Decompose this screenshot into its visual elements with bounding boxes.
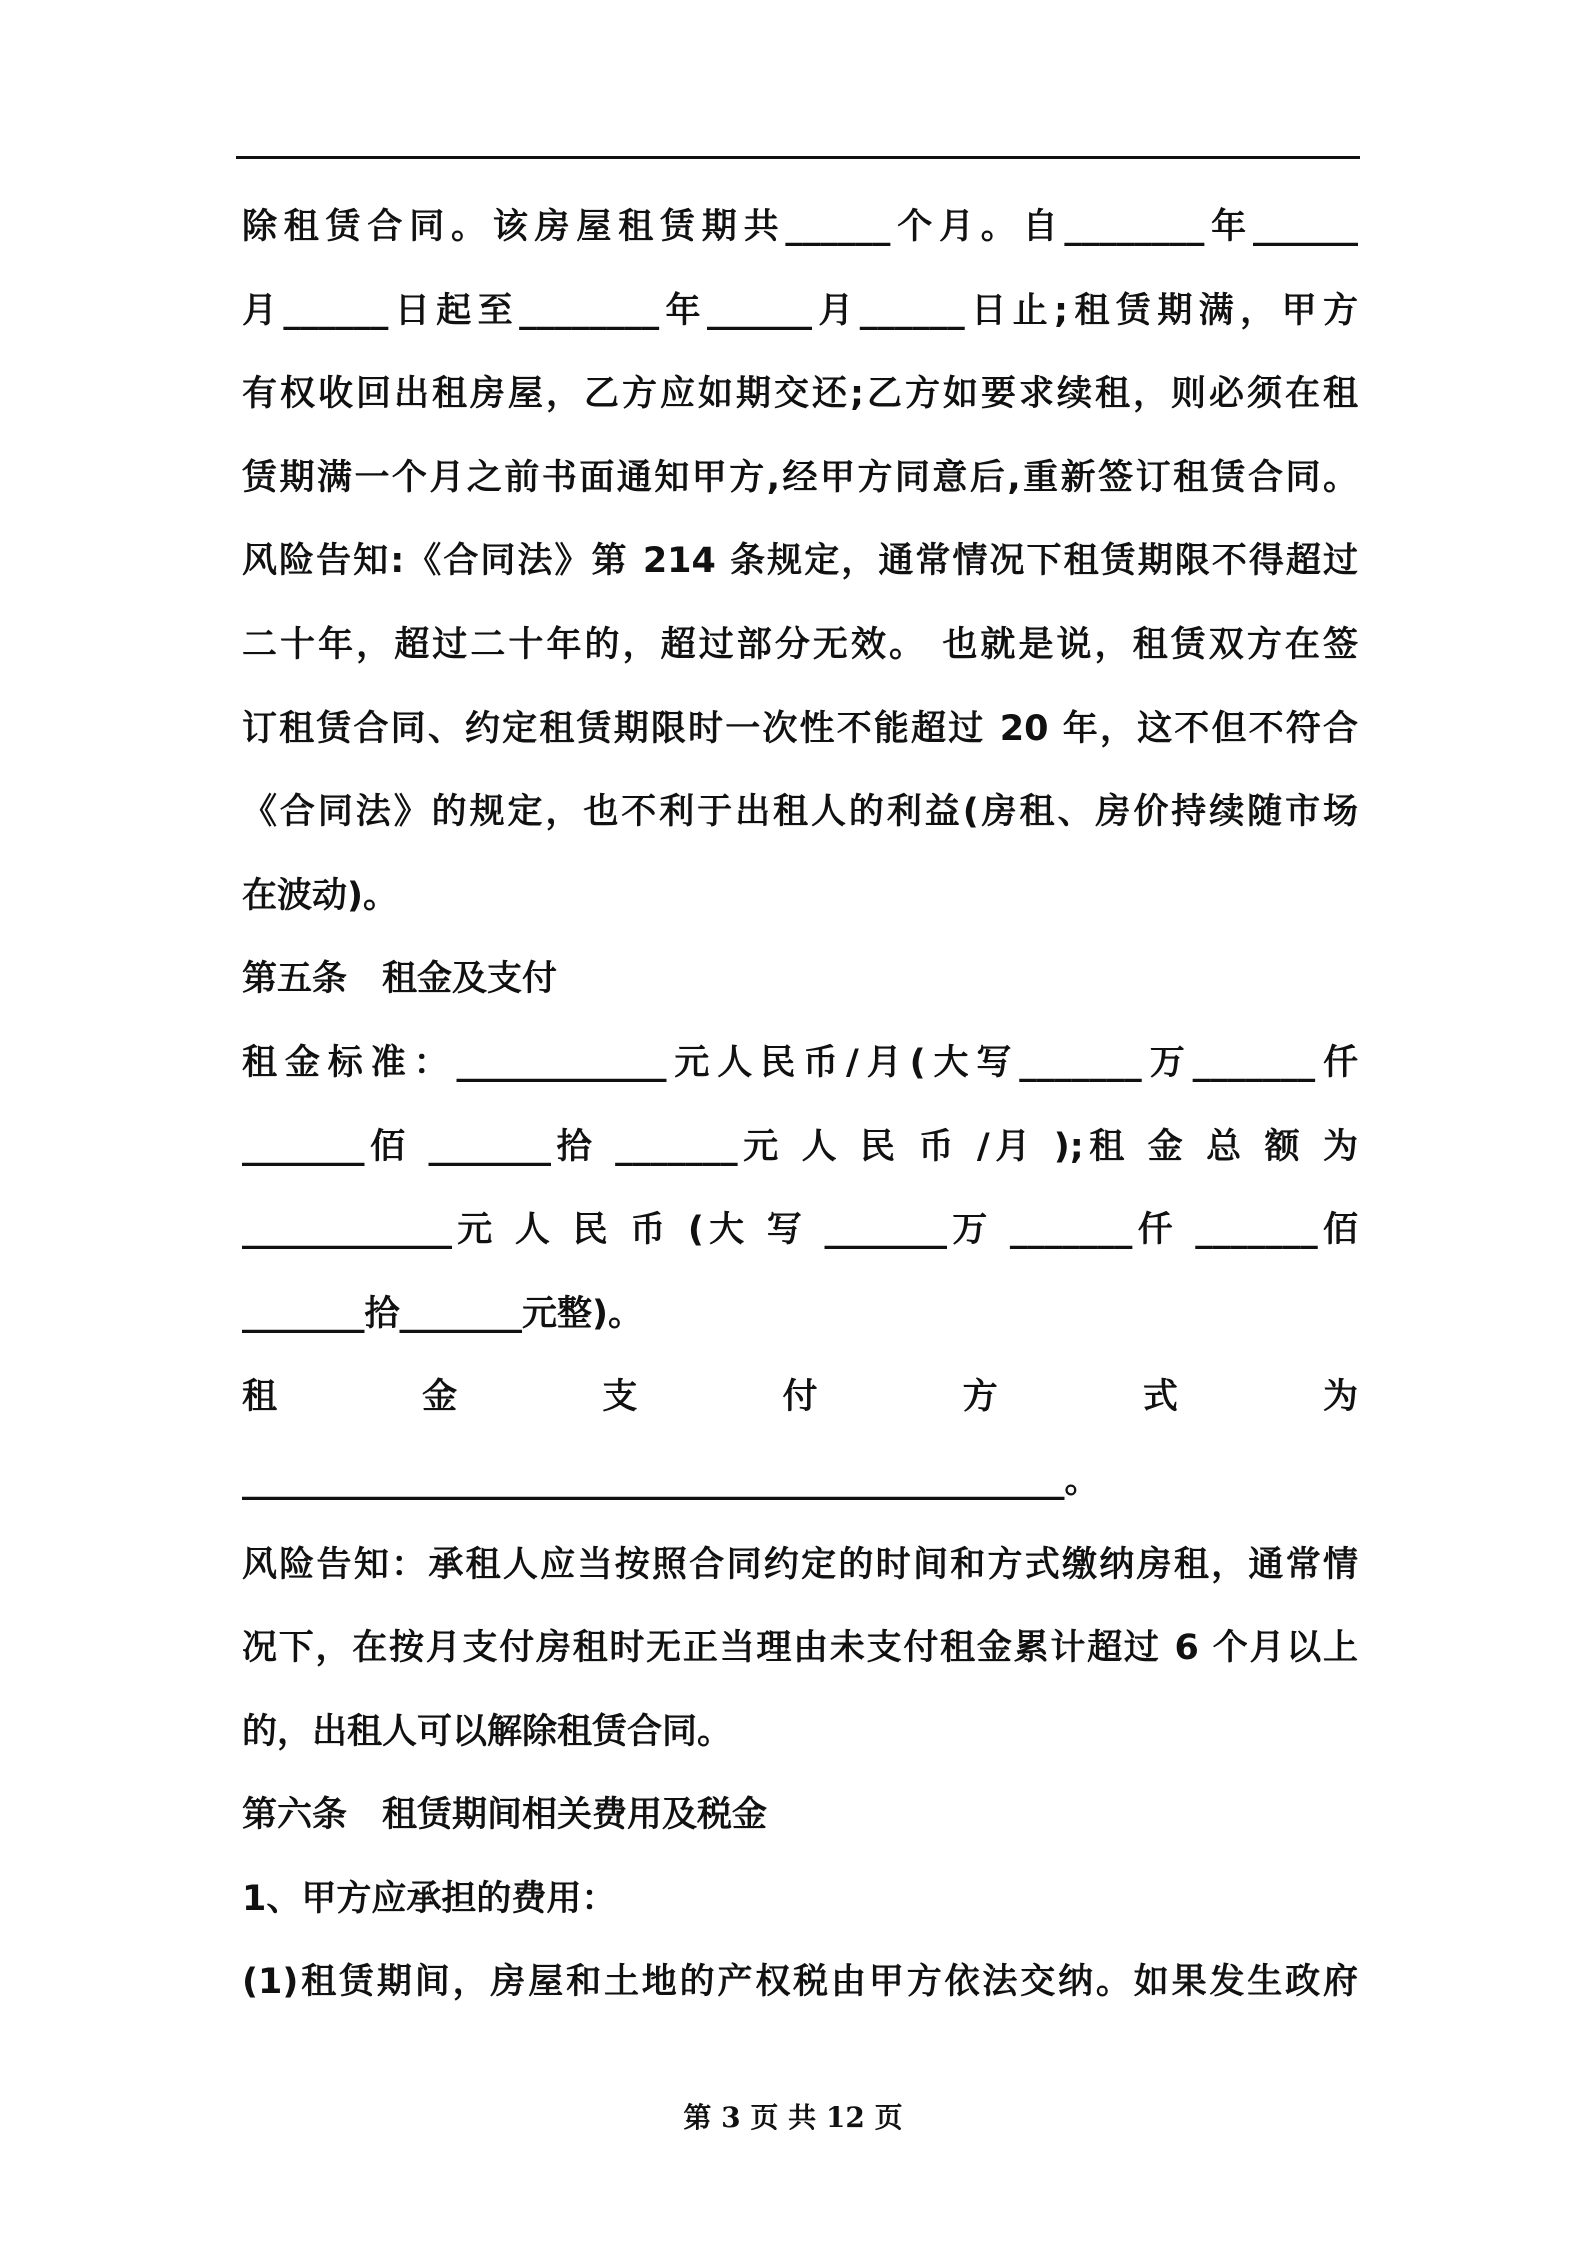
text-line: 风险告知：承租人应当按照合同约定的时间和方式缴纳房租，通常情 [242,1544,1358,1585]
text-line: 第六条 租赁期间相关费用及税金 [242,1795,768,1836]
text-line: 的，出租人可以解除租赁合同。 [242,1711,733,1752]
text-line: 有权收回出租房屋，乙方应如期交还;乙方如要求续租，则必须在租 [242,374,1358,415]
text-line: 在波动)。 [242,875,398,916]
text-line: (1)租赁期间，房屋和土地的产权税由甲方依法交纳。如果发生政府 [242,1962,1358,2003]
text-line: 风险告知:《合同法》第 214 条规定，通常情况下租赁期限不得超过 [242,541,1358,582]
text-line: _______________________________________________。 [242,1460,1100,1501]
text-line: ____________元 人 民 币 (大 写 _______万 _______仟 _______佰 [242,1210,1358,1251]
text-line: 况下，在按月支付房租时无正当理由未支付租金累计超过 6 个月以上 [242,1628,1358,1669]
page-number: 第 3 页 共 12 页 [683,2101,903,2134]
text-line: 二十年，超过二十年的，超过部分无效。 也就是说，租赁双方在签 [242,624,1358,665]
text-line: 订租赁合同、约定租赁期限时一次性不能超过 20 年，这不但不符合 [242,708,1358,749]
text-line: 第五条 租金及支付 [242,959,558,1000]
text-line: _______佰 _______拾 _______元 人 民 币 /月 );租 金 总 额 为 [242,1126,1358,1167]
text-line: 赁期满一个月之前书面通知甲方,经甲方同意后,重新签订租赁合同。 [242,457,1358,498]
text-line: 租金标准：____________元人民币/月(大写_______万_______仟 [242,1042,1358,1083]
text-line: 租 金 支 付 方 式 为 [242,1377,1358,1418]
text-line: _______拾_______元整)。 [242,1293,643,1334]
text-line: 除租赁合同。该房屋租赁期共______个月。自________年______ [242,207,1358,247]
text-line: 1、甲方应承担的费用： [242,1878,617,1919]
document-body [242,186,1358,2025]
text-line: 月______日起至________年______月______日止;租赁期满，甲方 [242,290,1358,331]
header-rule [236,156,1360,159]
text-line: 《合同法》的规定，也不利于出租人的利益(房租、房价持续随市场 [242,792,1358,833]
